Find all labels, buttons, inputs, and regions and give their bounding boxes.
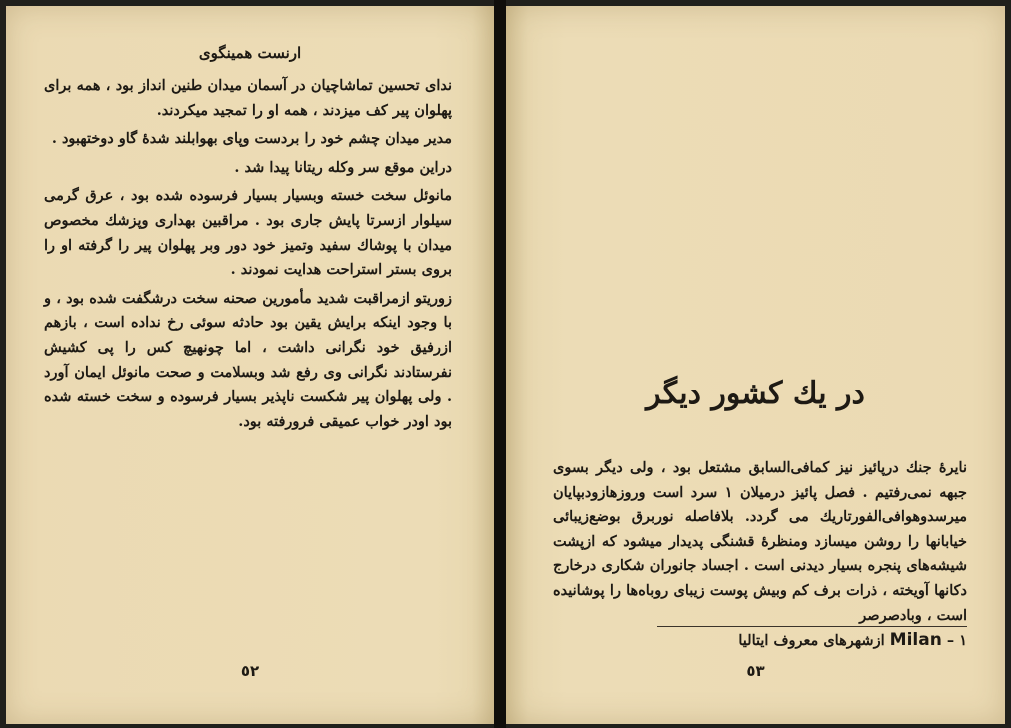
paragraph: زوریتو ازمراقبت شدید مأمورین صحنه سخت درشگفت شده بود ، و با وجود اینکه برایش یقین بود حادثه سوئی رخ نداده است ، بازهم ازرفیق خود نگرانی داشت ، اما چونهیچ کس را پی کشیش نفرستادند نگرانی وی رفع شد وبسلامت و صحت مانوئل ایمان آورد . ولی پهلوان پیر شکست ناپذیر بسیار فرسوده و سخت خسته شده بود اودر خواب عمیقی فرورفته بود. xyxy=(44,289,452,430)
book-gutter xyxy=(494,0,506,728)
paragraph: نایرهٔ جنك درپائیز نیز كمافی‌السابق مشتعل بود ، ولی دیگر بسوی جبهه نمی‌رفتیم . فصل پائیز درمیلان ۱ سرد است وروزهازودبپایان میرسدوهوافی‌الفورتاریك می گردد. بلافاصله نوربرق بوضع‌زیبائی خیابانها را روشن میسازد ومنظرهٔ قشنگی پدیدار میشود كه ازپشت شیشه‌های پنجره بسیار دیدنی است . اجساد جانوران شكاری درخارج دكانها آویخته ، ذرات برف كم وبیش پوست زیبای روباه‌ها را پوشانیده است ، وبادصرصر xyxy=(553,459,967,624)
page-number-right: ٥٣ xyxy=(746,662,765,680)
footnote-latin-name: Milan xyxy=(889,630,942,650)
footnote-text: ازشهرهای معروف ایتالیا xyxy=(738,632,885,649)
running-head: ارنست همینگوی xyxy=(198,44,302,62)
paragraph: دراین موقع سر وکله ریتانا پیدا شد . xyxy=(234,158,452,176)
right-page xyxy=(506,6,1005,724)
right-page-body xyxy=(553,456,967,628)
footnote-divider xyxy=(657,626,967,627)
paragraph: مدیر میدان چشم خود را بردست وپای بهوابلند شدهٔ گاو دوختهبود . xyxy=(51,130,452,148)
page-number-left: ٥٢ xyxy=(240,662,260,680)
paragraph: مانوئل سخت خسته وبسیار بسیار فرسوده شده بود ، عرق گرمی سیلوار ازسرتا پایش جاری بود . مراقبین بهداری وپزشك مخصوص میدان با پوشاك سفید وتمیز خود دور وبر پهلوان پیر را گرفته او را بروی بستر استراحت هدایت نمودند . xyxy=(44,187,452,279)
footnote-number: ۱ – xyxy=(946,632,967,649)
chapter-title: در یك كشور دیگر xyxy=(646,376,865,411)
footnote xyxy=(627,630,967,650)
left-page-body xyxy=(44,74,452,434)
left-page xyxy=(6,6,494,724)
paragraph: ندای تحسین تماشاچیان در آسمان میدان طنین انداز بود ، همه برای پهلوان پیر کف میزدند ، همه او را تمجید میکردند. xyxy=(44,77,452,119)
